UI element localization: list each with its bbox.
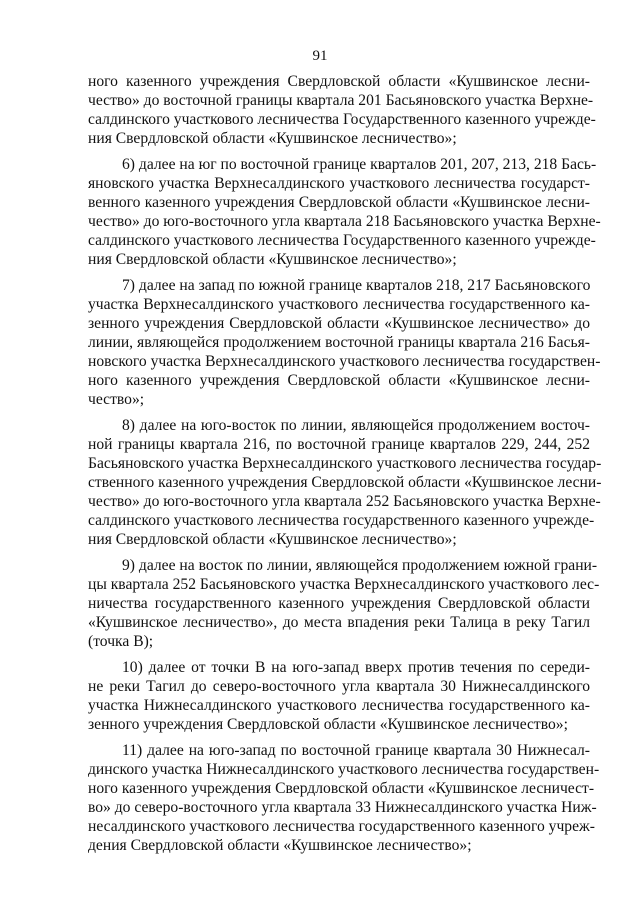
text-line: «Кушвинское лесничество», до места впадения реки Талица в реку Тагил	[88, 614, 590, 631]
text-line: (точка В);	[88, 633, 154, 650]
text-line: ного казенного учреждения Свердловской области «Кушвинское лесни-	[88, 372, 590, 389]
text-line: дения Свердловской области «Кушвинское лесничество»;	[88, 837, 472, 854]
text-line: ния Свердловской области «Кушвинское лесничество»;	[88, 130, 457, 147]
text-line: Басьяновского участка Верхнесалдинского участкового лесничества государ-	[88, 455, 602, 472]
text-line: чество» до юго-восточного угла квартала 218 Басьяновского участка Верхне-	[88, 213, 601, 230]
paragraph	[88, 416, 602, 549]
text-line: линии, являющейся продолжением восточной границы квартала 216 Басья-	[88, 334, 590, 351]
paragraph	[88, 556, 600, 651]
text-line: ния Свердловской области «Кушвинское лесничество»;	[88, 251, 457, 268]
text-line: 7) далее на запад по южной границе кварталов 218, 217 Басьяновского	[122, 277, 591, 294]
paragraph	[88, 155, 601, 269]
text-line: яновского участка Верхнесалдинского участкового лесничества государст-	[88, 175, 590, 192]
text-line: участка Нижнесалдинского участкового лесничества государственного ка-	[88, 697, 590, 714]
text-line: ного казенного учреждения Свердловской области «Кушвинское лесни-	[88, 73, 590, 90]
text-line: ственного казенного учреждения Свердловской области «Кушвинское лесни-	[88, 474, 602, 491]
text-line: 11) далее на юго-запад по восточной границе квартала 30 Нижнесал-	[122, 742, 590, 759]
text-line: несалдинского участкового лесничества государственного казенного учреж-	[88, 818, 595, 835]
text-line: чество» до восточной границы квартала 201 Басьяновского участка Верхне-	[88, 92, 594, 109]
paragraph	[88, 72, 596, 148]
paragraph	[88, 741, 600, 855]
text-line: зенного учреждения Свердловской области «Кушвинское лесничество» до	[88, 315, 590, 332]
paragraph	[88, 658, 590, 734]
text-line: салдинского участкового лесничества Государственного казенного учрежде-	[88, 111, 596, 128]
text-line: 8) далее на юго-восток по линии, являющейся продолжением восточ-	[122, 417, 590, 434]
text-line: 9) далее на восток по линии, являющейся продолжением южной грани-	[122, 557, 598, 574]
text-line: новского участка Верхнесалдинского участкового лесничества государствен-	[88, 353, 601, 370]
text-line: ничества государственного казенного учреждения Свердловской области	[88, 595, 590, 612]
text-line: во» до северо-восточного угла квартала 33 Нижнесалдинского участка Ниж-	[88, 799, 597, 816]
page-number: 91	[312, 48, 328, 64]
text-line: не реки Тагил до северо-восточного угла квартала 30 Нижнесалдинского	[88, 678, 590, 695]
text-line: чество»;	[88, 391, 145, 408]
text-line: динского участка Нижнесалдинского участкового лесничества государствен-	[88, 761, 600, 778]
text-line: ной границы квартала 216, по восточной границе кварталов 229, 244, 252	[88, 436, 590, 453]
text-line: чество» до юго-восточного угла квартала 252 Басьяновского участка Верхне-	[88, 493, 601, 510]
text-line: 6) далее на юг по восточной границе кварталов 201, 207, 213, 218 Бась-	[122, 156, 597, 173]
text-line: салдинского участкового лесничества Государственного казенного учрежде-	[88, 232, 596, 249]
text-line: ния Свердловской области «Кушвинское лесничество»;	[88, 531, 457, 548]
text-line: цы квартала 252 Басьяновского участка Верхнесалдинского участкового лес-	[88, 576, 600, 593]
text-line: венного казенного учреждения Свердловской области «Кушвинское лесни-	[88, 194, 590, 211]
text-line: ного казенного учреждения Свердловской области «Кушвинское лесничест-	[88, 780, 595, 797]
text-line: участка Верхнесалдинского участкового лесничества государственного ка-	[88, 296, 590, 313]
paragraph	[88, 276, 601, 409]
text-line: салдинского участкового лесничества государственного казенного учрежде-	[88, 512, 595, 529]
text-line: 10) далее от точки В на юго-запад вверх против течения по середи-	[122, 659, 590, 676]
document-body	[88, 72, 602, 862]
text-line: зенного учреждения Свердловской области «Кушвинское лесничество»;	[88, 716, 568, 733]
